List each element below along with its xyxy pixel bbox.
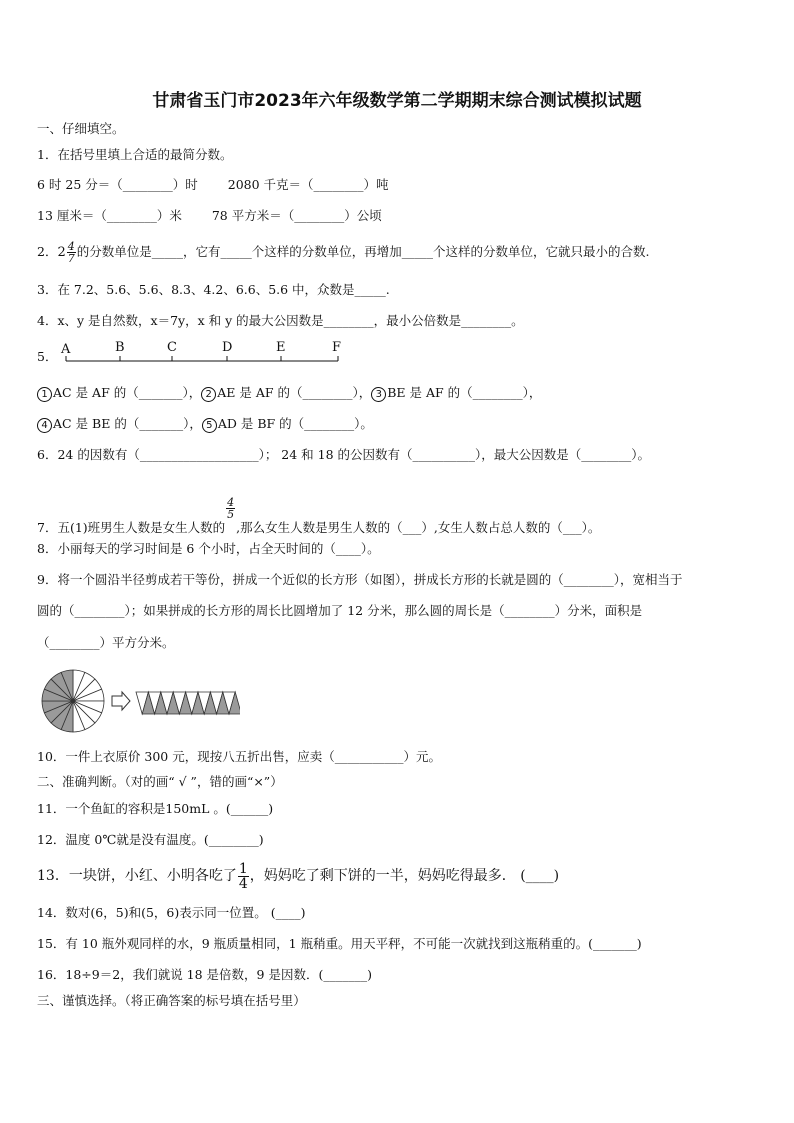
question-5-row-2	[37, 415, 373, 433]
question-2-number: 2．	[37, 244, 58, 259]
question-2	[37, 240, 649, 265]
circle-sectors-icon	[40, 668, 240, 738]
question-16: 16．18÷9＝2，我们就说 18 是倍数，9 是因数．(_______)	[37, 967, 372, 982]
page-title: 甘肃省玉门市2023年六年级数学第二学期期末综合测试模拟试题	[152, 91, 642, 111]
point-label-e: E	[276, 340, 286, 355]
question-14: 14．数对(6，5)和(5，6)表示同一位置。 (____)	[37, 905, 306, 920]
question-5-row-1	[37, 384, 541, 402]
point-label-d: D	[222, 340, 233, 355]
circled-number: 2	[201, 387, 216, 402]
section-2-heading: 二、准确判断。（对的画“ √ ”，错的画“×”）	[37, 774, 283, 789]
question-13-text-end: ，妈妈吃了剩下饼的一半，妈妈吃得最多． (____)	[249, 868, 560, 884]
point-label-a: A	[61, 342, 71, 357]
question-8: 8．小丽每天的学习时间是 6 个小时，占全天时间的（____）。	[37, 541, 380, 556]
point-label-f: F	[332, 340, 342, 355]
question-1-item-d: 78 平方米＝（________）公顷	[211, 208, 382, 223]
question-7-text-start: 7．五(1)班男生人数是女生人数的	[37, 520, 226, 535]
question-5-item-5: AD 是 BF 的（________）。	[217, 416, 373, 431]
segment-ruler-icon	[58, 340, 348, 368]
fraction-numerator: 4	[227, 496, 235, 509]
section-3-heading: 三、谨慎选择。（将正确答案的标号填在括号里）	[37, 993, 306, 1008]
question-13	[37, 860, 559, 892]
fraction-numerator: 4	[67, 240, 75, 253]
circled-number: 1	[37, 387, 52, 402]
mixed-number-whole: 2	[57, 245, 66, 260]
question-6: 6．24 的因数有（___________________）； 24 和 18 的公因数有（__________），最大公因数是（________）。	[37, 447, 651, 462]
circled-number: 3	[371, 387, 386, 402]
question-1-item-a: 6 时 25 分＝（________）时	[37, 177, 198, 192]
question-1-item-b: 2080 千克＝（________）吨	[227, 177, 389, 192]
section-1-heading: 一、仔细填空。	[37, 121, 125, 136]
circled-number: 5	[202, 418, 217, 433]
point-label-b: B	[115, 340, 125, 355]
question-12: 12．温度 0℃就是没有温度。(________)	[37, 832, 264, 847]
circled-number: 4	[37, 418, 52, 433]
line-segment-diagram	[58, 340, 348, 368]
question-1-row-1	[37, 176, 389, 194]
question-11: 11．一个鱼缸的容积是150mL 。(______)	[37, 801, 274, 816]
question-13-text-start: 13．一块饼，小红、小明各吃了	[37, 868, 237, 884]
question-4: 4．x、y 是自然数，x＝7y，x 和 y 的最大公因数是________，最小公倍数是________。	[37, 313, 524, 328]
fraction-denominator: 7	[67, 252, 75, 265]
question-5-number: 5．	[37, 349, 58, 364]
question-3: 3．在 7.2、5.6、5.6、8.3、4.2、6.6、5.6 中，众数是_____.	[37, 282, 390, 297]
question-7-text-end: ,那么女生人数是男生人数的（___）,女生人数占总人数的（___）。	[236, 520, 601, 535]
question-7	[37, 497, 600, 542]
fraction-denominator: 4	[238, 875, 248, 892]
question-5-item-1: AC 是 AF 的（_______），	[53, 385, 202, 400]
fraction-four-fifths	[226, 497, 235, 520]
question-1-item-c: 13 厘米＝（________）米	[37, 208, 182, 223]
circle-to-rectangle-figure	[40, 668, 240, 738]
point-label-c: C	[167, 340, 177, 355]
arrow-right-icon	[112, 692, 130, 710]
question-2-text: 的分数单位是_____，它有_____个这样的分数单位，再增加_____个这样的分数单位，它就只最小的合数.	[76, 244, 650, 259]
question-9-line-3: （________）平方分米。	[37, 635, 175, 650]
fraction-numerator: 1	[238, 860, 248, 877]
fraction-four-sevenths	[67, 241, 76, 264]
question-10: 10．一件上衣原价 300 元，现按八五折出售，应卖（___________）元。	[37, 749, 441, 764]
fraction-denominator: 5	[227, 508, 235, 521]
question-15: 15．有 10 瓶外观同样的水，9 瓶质量相同，1 瓶稍重。用天平秤，不可能一次就找到这瓶稍重的。(_______)	[37, 936, 642, 951]
question-5-item-4: AC 是 BE 的（_______），	[53, 416, 202, 431]
fraction-one-quarter	[238, 862, 249, 891]
question-1-heading: 1．在括号里填上合适的最简分数。	[37, 147, 233, 162]
question-1-row-2	[37, 207, 382, 225]
question-5-item-3: BE 是 AF 的（________），	[387, 385, 542, 400]
question-9-line-1: 9．将一个圆沿半径剪成若干等份，拼成一个近似的长方形（如图），拼成长方形的长就是圆的（________），宽相当于	[37, 572, 683, 587]
question-5-item-2: AE 是 AF 的（________），	[217, 385, 372, 400]
question-9-line-2: 圆的（________）；如果拼成的长方形的周长比圆增加了 12 分米，那么圆的周长是（________）分米，面积是	[37, 603, 643, 618]
